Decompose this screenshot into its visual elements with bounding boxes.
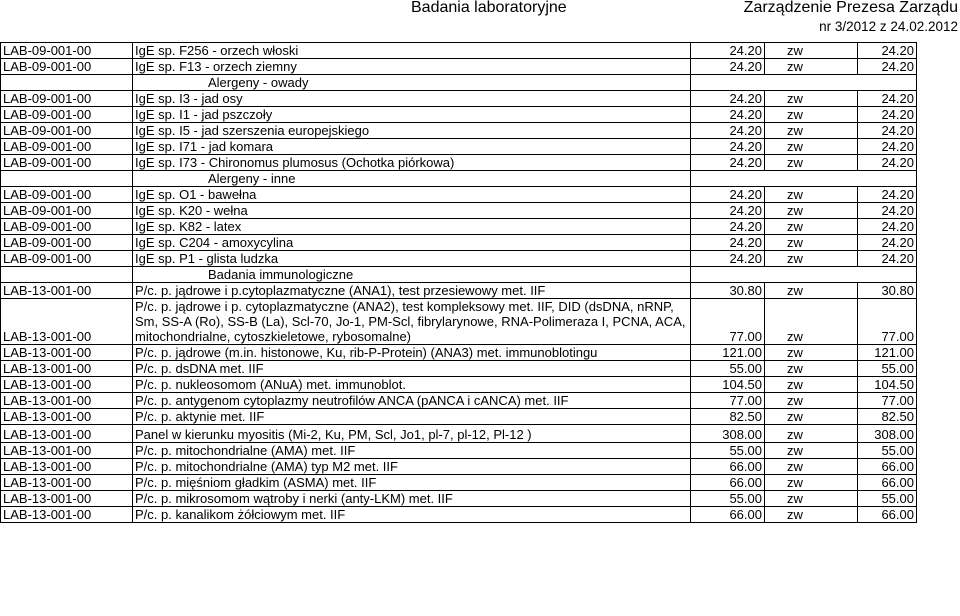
price-cell: 30.80 [691, 283, 765, 299]
section-title: Alergeny - owady [133, 75, 691, 91]
table-row [1, 409, 917, 425]
price-cell: 104.50 [691, 377, 765, 393]
vat-cell: zw [765, 283, 858, 299]
code-cell: LAB-09-001-00 [1, 91, 133, 107]
price-cell: 308.00 [691, 425, 765, 443]
test-name-cell: Panel w kierunku myositis (Mi-2, Ku, PM, Scl, Jo1, pl-7, pl-12, Pl-12 ) [133, 425, 691, 443]
code-cell: LAB-13-001-00 [1, 507, 133, 523]
code-cell: LAB-13-001-00 [1, 377, 133, 393]
code-cell: LAB-09-001-00 [1, 59, 133, 75]
vat-cell: zw [765, 203, 858, 219]
code-cell: LAB-13-001-00 [1, 299, 133, 345]
price-gross-cell: 30.80 [858, 283, 917, 299]
vat-cell: zw [765, 251, 858, 267]
table-row [1, 91, 917, 107]
vat-cell: zw [765, 377, 858, 393]
price-cell: 66.00 [691, 475, 765, 491]
table-row [1, 377, 917, 393]
price-cell: 24.20 [691, 91, 765, 107]
code-cell: LAB-13-001-00 [1, 393, 133, 409]
price-cell: 121.00 [691, 345, 765, 361]
test-name-cell: IgE sp. K82 - latex [133, 219, 691, 235]
header-regulation: Zarządzenie Prezesa Zarządu [743, 0, 958, 16]
price-gross-cell: 77.00 [858, 393, 917, 409]
code-cell: LAB-13-001-00 [1, 491, 133, 507]
test-name-cell: P/c. p. nukleosomom (ANuA) met. immunoblot. [133, 377, 691, 393]
price-gross-cell: 55.00 [858, 443, 917, 459]
price-gross-cell: 24.20 [858, 203, 917, 219]
price-cell: 55.00 [691, 361, 765, 377]
vat-cell: zw [765, 443, 858, 459]
section-empty-cell [691, 75, 917, 91]
code-cell: LAB-13-001-00 [1, 409, 133, 425]
test-name-cell: P/c. p. mitochondrialne (AMA) typ M2 met. IIF [133, 459, 691, 475]
vat-cell: zw [765, 91, 858, 107]
price-gross-cell: 24.20 [858, 251, 917, 267]
vat-cell: zw [765, 59, 858, 75]
vat-cell: zw [765, 393, 858, 409]
test-name-cell: P/c. p. jądrowe (m.in. histonowe, Ku, rib-P-Protein) (ANA3) met. immunoblotingu [133, 345, 691, 361]
code-cell: LAB-09-001-00 [1, 219, 133, 235]
section-header-row [1, 75, 917, 91]
vat-cell: zw [765, 299, 858, 345]
code-cell: LAB-13-001-00 [1, 459, 133, 475]
code-cell: LAB-09-001-00 [1, 43, 133, 59]
code-cell: LAB-09-001-00 [1, 139, 133, 155]
vat-cell: zw [765, 475, 858, 491]
price-cell: 24.20 [691, 107, 765, 123]
test-name-cell: P/c. p. kanalikom żółciowym met. IIF [133, 507, 691, 523]
price-gross-cell: 24.20 [858, 43, 917, 59]
code-cell: LAB-13-001-00 [1, 345, 133, 361]
price-cell: 24.20 [691, 219, 765, 235]
price-gross-cell: 24.20 [858, 107, 917, 123]
test-name-cell: P/c. p. jądrowe i p.cytoplazmatyczne (ANA1), test przesiewowy met. IIF [133, 283, 691, 299]
header-title: Badania laboratoryjne [411, 0, 567, 16]
section-header-row [1, 267, 917, 283]
table-row [1, 283, 917, 299]
price-cell: 66.00 [691, 459, 765, 475]
test-name-cell: IgE sp. F256 - orzech włoski [133, 43, 691, 59]
test-name-cell: IgE sp. K20 - wełna [133, 203, 691, 219]
table-row [1, 475, 917, 491]
price-cell: 66.00 [691, 507, 765, 523]
table-row [1, 507, 917, 523]
test-name-cell: IgE sp. I71 - jad komara [133, 139, 691, 155]
price-gross-cell: 77.00 [858, 299, 917, 345]
test-name-cell: P/c. p. antygenom cytoplazmy neutrofilów ANCA (pANCA i cANCA) met. IIF [133, 393, 691, 409]
code-cell: LAB-09-001-00 [1, 203, 133, 219]
price-gross-cell: 24.20 [858, 155, 917, 171]
table-row [1, 155, 917, 171]
test-name-cell: IgE sp. O1 - bawełna [133, 187, 691, 203]
test-name-cell: P/c. p. mikrosomom wątroby i nerki (anty-LKM) met. IIF [133, 491, 691, 507]
test-name-cell: P/c. p. jądrowe i p. cytoplazmatyczne (ANA2), test kompleksowy met. IIF, DID (dsDNA, nRNP, Sm, SS-A (Ro), SS-B (La), Scl-70, Jo-1, PM-Scl, fibrylarynowe, RNA-Polimeraza I, PCNA, ACA, mitochondrialne, cytoszkieletowe, rybosomalne) [133, 299, 691, 345]
table-row [1, 43, 917, 59]
vat-cell: zw [765, 187, 858, 203]
test-name-cell: IgE sp. F13 - orzech ziemny [133, 59, 691, 75]
section-empty-cell [691, 267, 917, 283]
code-cell: LAB-09-001-00 [1, 107, 133, 123]
section-title: Badania immunologiczne [133, 267, 691, 283]
price-gross-cell: 66.00 [858, 507, 917, 523]
price-cell: 24.20 [691, 123, 765, 139]
price-gross-cell: 66.00 [858, 459, 917, 475]
price-cell: 55.00 [691, 491, 765, 507]
test-name-cell: IgE sp. P1 - glista ludzka [133, 251, 691, 267]
section-header-row [1, 171, 917, 187]
test-name-cell: P/c. p. dsDNA met. IIF [133, 361, 691, 377]
test-name-cell: IgE sp. C204 - amoxycylina [133, 235, 691, 251]
price-cell: 24.20 [691, 155, 765, 171]
vat-cell: zw [765, 107, 858, 123]
test-name-cell: P/c. p. mitochondrialne (AMA) met. IIF [133, 443, 691, 459]
vat-cell: zw [765, 43, 858, 59]
code-cell: LAB-09-001-00 [1, 187, 133, 203]
vat-cell: zw [765, 425, 858, 443]
code-cell: LAB-13-001-00 [1, 425, 133, 443]
price-gross-cell: 66.00 [858, 475, 917, 491]
price-cell: 24.20 [691, 43, 765, 59]
table-row [1, 361, 917, 377]
code-cell: LAB-13-001-00 [1, 475, 133, 491]
vat-cell: zw [765, 409, 858, 425]
test-name-cell: IgE sp. I5 - jad szerszenia europejskiego [133, 123, 691, 139]
vat-cell: zw [765, 345, 858, 361]
price-cell: 24.20 [691, 251, 765, 267]
table-row [1, 235, 917, 251]
vat-cell: zw [765, 361, 858, 377]
test-name-cell: IgE sp. I1 - jad pszczoły [133, 107, 691, 123]
section-empty-cell [691, 171, 917, 187]
price-gross-cell: 55.00 [858, 361, 917, 377]
section-empty-cell [1, 267, 133, 283]
price-gross-cell: 104.50 [858, 377, 917, 393]
price-gross-cell: 24.20 [858, 91, 917, 107]
vat-cell: zw [765, 507, 858, 523]
vat-cell: zw [765, 139, 858, 155]
table-row [1, 107, 917, 123]
table-row [1, 299, 917, 345]
price-gross-cell: 121.00 [858, 345, 917, 361]
price-table [0, 42, 917, 523]
vat-cell: zw [765, 123, 858, 139]
table-row [1, 203, 917, 219]
vat-cell: zw [765, 155, 858, 171]
vat-cell: zw [765, 219, 858, 235]
price-gross-cell: 24.20 [858, 59, 917, 75]
vat-cell: zw [765, 459, 858, 475]
price-gross-cell: 24.20 [858, 187, 917, 203]
page-header [0, 0, 960, 42]
table-row [1, 425, 917, 443]
vat-cell: zw [765, 491, 858, 507]
vat-cell: zw [765, 235, 858, 251]
price-cell: 82.50 [691, 409, 765, 425]
code-cell: LAB-13-001-00 [1, 361, 133, 377]
price-cell: 24.20 [691, 139, 765, 155]
price-cell: 55.00 [691, 443, 765, 459]
price-gross-cell: 24.20 [858, 235, 917, 251]
code-cell: LAB-13-001-00 [1, 283, 133, 299]
price-gross-cell: 308.00 [858, 425, 917, 443]
price-gross-cell: 55.00 [858, 491, 917, 507]
table-row [1, 459, 917, 475]
table-row [1, 251, 917, 267]
table-row [1, 393, 917, 409]
price-gross-cell: 24.20 [858, 123, 917, 139]
table-row [1, 59, 917, 75]
code-cell: LAB-09-001-00 [1, 155, 133, 171]
table-row [1, 123, 917, 139]
code-cell: LAB-09-001-00 [1, 123, 133, 139]
section-empty-cell [1, 171, 133, 187]
price-cell: 24.20 [691, 203, 765, 219]
price-gross-cell: 24.20 [858, 139, 917, 155]
code-cell: LAB-13-001-00 [1, 443, 133, 459]
test-name-cell: P/c. p. aktynie met. IIF [133, 409, 691, 425]
price-cell: 77.00 [691, 393, 765, 409]
price-cell: 24.20 [691, 235, 765, 251]
table-row [1, 187, 917, 203]
section-title: Alergeny - inne [133, 171, 691, 187]
code-cell: LAB-09-001-00 [1, 251, 133, 267]
code-cell: LAB-09-001-00 [1, 235, 133, 251]
test-name-cell: IgE sp. I73 - Chironomus plumosus (Ochotka piórkowa) [133, 155, 691, 171]
price-cell: 24.20 [691, 187, 765, 203]
table-row [1, 139, 917, 155]
price-gross-cell: 24.20 [858, 219, 917, 235]
price-gross-cell: 82.50 [858, 409, 917, 425]
section-empty-cell [1, 75, 133, 91]
table-row [1, 345, 917, 361]
price-cell: 77.00 [691, 299, 765, 345]
table-row [1, 491, 917, 507]
test-name-cell: P/c. p. mięśniom gładkim (ASMA) met. IIF [133, 475, 691, 491]
price-cell: 24.20 [691, 59, 765, 75]
table-row [1, 443, 917, 459]
test-name-cell: IgE sp. I3 - jad osy [133, 91, 691, 107]
header-regulation-number: nr 3/2012 z 24.02.2012 [819, 19, 958, 34]
table-row [1, 219, 917, 235]
